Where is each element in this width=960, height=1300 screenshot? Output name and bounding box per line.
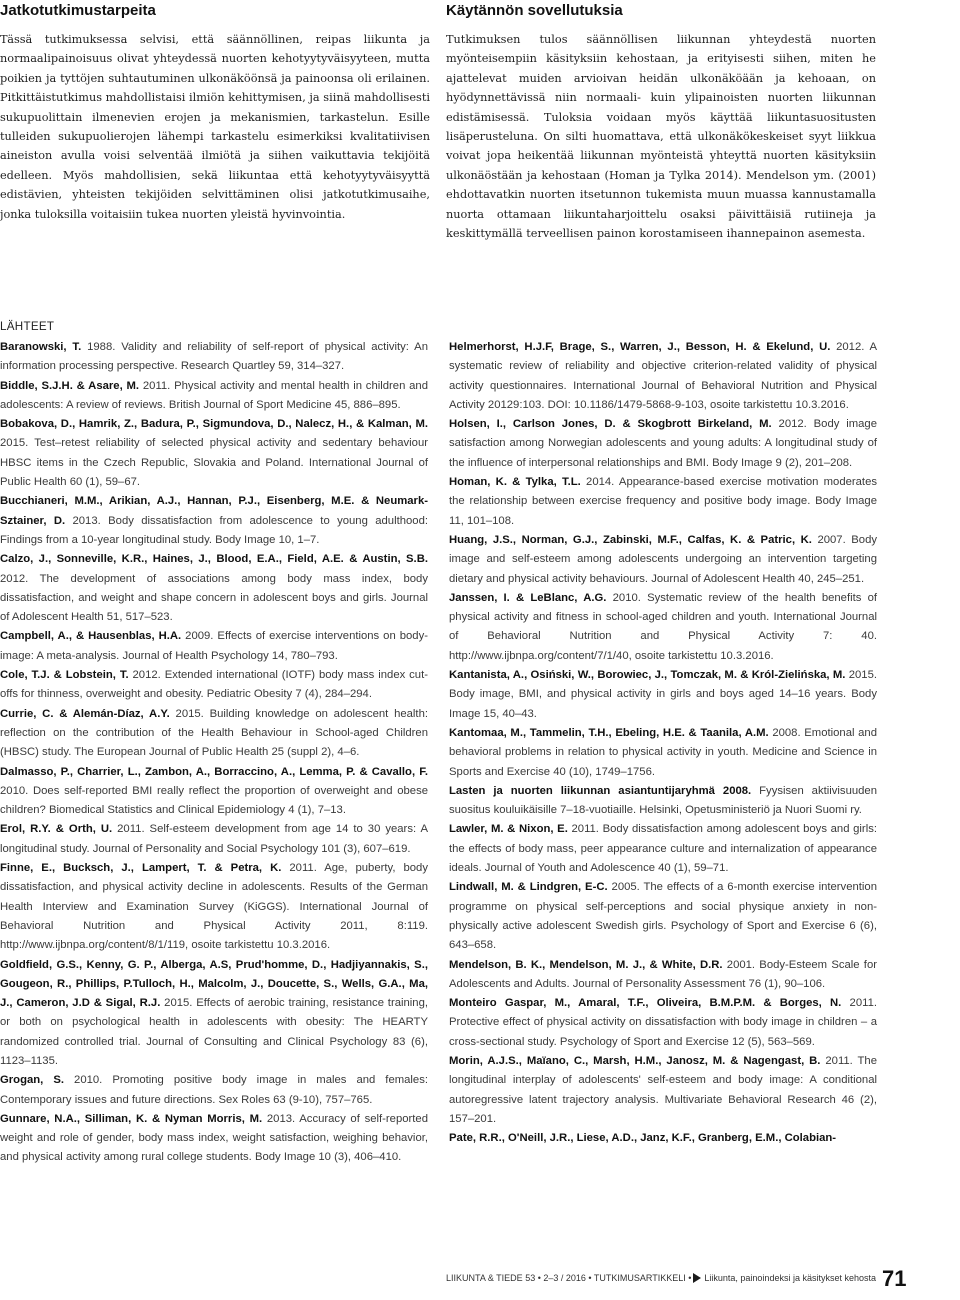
reference-details: 2012. Body image satisfaction among Norwegian adolescents and young adults: A longitudinal study of the influence of interpersonal relationships and BMI. Body Image 9 (2), 201–208.	[449, 418, 877, 469]
reference-details: 2014. Appearance-based exercise motivation moderates the relationship between exercise frequency and positive body image. Body Image 11, 101–108.	[449, 476, 877, 527]
reference-authors: Bobakova, D., Hamrik, Z., Badura, P., Sigmundova, D., Nalecz, H., & Kalman, M.	[0, 418, 428, 431]
reference-authors: Calzo, J., Sonneville, K.R., Haines, J., Blood, E.A., Field, A.E. & Austin, S.B.	[0, 553, 428, 566]
reference-authors: Grogan, S.	[0, 1074, 65, 1087]
section-heading-practical-applications: Käytännön sovellutuksia	[446, 2, 623, 19]
page-number: 71	[882, 1266, 907, 1291]
reference-authors: Cole, T.J. & Lobstein, T.	[0, 669, 129, 682]
reference-entry	[449, 666, 877, 724]
reference-details: 2011. Body dissatisfaction among adolescent boys and girls: the effects of body mass, peer appearance culture and internalization of appearance ideals. Journal of Youth and Adolescence 40 (1), 59–71.	[449, 823, 877, 875]
footer-article-title: Liikunta, painoindeksi ja käsitykset kehosta	[704, 1273, 876, 1283]
reference-details: 2008. Emotional and behavioral problems in relation to physical activity in youth. Medicine and Science in Sports and Exercise 40 (10), 1749–1756.	[449, 726, 877, 778]
reference-entry	[449, 820, 877, 878]
reference-details: 2015. Test–retest reliability of selected physical activity and sedentary behaviour HBSC items in the Czech Republic, Slovakia and Poland. International Journal of Public Health 60 (1), 59–67.	[0, 437, 428, 489]
reference-entry	[0, 666, 428, 705]
reference-entry	[449, 724, 877, 782]
reference-entry	[0, 627, 428, 666]
reference-entry	[449, 782, 877, 821]
reference-details: 2012. Extended international (IOTF) body mass index cut-offs for thinness, overweight and obesity. Pediatric Obesity 7 (4), 284–294.	[0, 669, 428, 701]
reference-details: 2011. Physical activity and mental health in children and adolescents: A review of reviews. British Journal of Sport Medicine 45, 886–895.	[0, 379, 429, 411]
reference-details: 2012. The development of associations among body mass index, body dissatisfaction, and weight and shape concern in adolescent boys and girls. Journal of Adolescent Health 51, 517–523.	[0, 572, 428, 624]
reference-entry	[0, 415, 428, 492]
reference-details: 2007. Body image and self-esteem among adolescents undergoing an intervention targeting dietary and physical activity behaviours. Journal of Adolescent Health 40, 245–251.	[449, 533, 878, 585]
reference-authors: Monteiro Gaspar, M., Amaral, T.F., Oliveira, B.M.P.M. & Borges, N.	[449, 997, 842, 1010]
reference-authors: Mendelson, B. K., Mendelson, M. J., & White, D.R.	[449, 958, 723, 971]
reference-entry	[449, 994, 877, 1052]
prose-practical-applications	[446, 30, 876, 243]
references-right-column	[449, 338, 877, 1148]
reference-details: 2011. Self-esteem development from age 14 to 30 years: A longitudinal study. Journal of Personality and Social Psychology 101 (3), 607–619.	[0, 823, 428, 855]
paragraph: Tässä tutkimuksessa selvisi, että säännöllinen, reipas liikunta ja normaalipainoisuus olivat yhteydessä nuorten kehotyytyväisyyteen, mutta poikien ja tyttöjen suhtautuminen ulkonäköönsä ja painoonsa oli erilainen. Pitkittäistutkimus mahdollistaisi ilmiön kehittymisen, ja siinä mahdollisesti sukupuolittain ilmenevien erojen ja mekanismien, tarkastelun. Esille tulleiden sukupuolierojen lähempi tarkastelu esimerkiksi kvalitatiivisen aineiston avulla voisi selventää ilmiötä ja siihen vaikuttavia tekijöitä edelleen. Myös mahdollisien, sekä liikuntaa että kehotyytyväisyyttä edistävien, yhteisten tekijöiden selvittäminen olisi jatkotutkimusaihe, jonka tuloksilla voitaisiin tukea nuorten yleistä hyvinvointia.	[0, 33, 430, 221]
reference-entry	[449, 589, 877, 666]
reference-entry	[0, 1110, 428, 1168]
prose-further-research	[0, 30, 430, 224]
reference-entry	[0, 492, 428, 550]
reference-authors: Kantomaa, M., Tammelin, T.H., Ebeling, H.E. & Taanila, A.M.	[449, 726, 769, 739]
reference-details: 2013. Body dissatisfaction from adolescence to young adulthood: Findings from a 10-year longitudinal study. Body Image 10, 1–7.	[0, 514, 428, 546]
reference-entry	[0, 956, 428, 1072]
reference-authors: Bucchianeri, M.M., Arikian, A.J., Hannan, P.J., Eisenberg, M.E. & Neumark-Sztainer, D.	[0, 495, 428, 527]
reference-entry	[449, 338, 877, 415]
reference-authors: Janssen, I. & LeBlanc, A.G.	[449, 591, 607, 604]
reference-details: 2010. Systematic review of the health benefits of physical activity and fitness in school-aged children and youth. International Journal of Behavioral Nutrition and Physical Activity 7: 40. http://www.ijbnpa.org/content/7/1/40, osoite tarkistettu 10.3.2016.	[449, 591, 877, 662]
reference-authors: Pate, R.R., O'Neill, J.R., Liese, A.D., Janz, K.F., Granberg, E.M., Colabian-	[449, 1132, 837, 1145]
reference-details: 2005. The effects of a 6-month exercise intervention programme on physical self-perceptions and social physique anxiety in non-physically active adolescent Swedish girls. Psychology of Sport and Exercise 6 (6), 643–658.	[449, 881, 877, 952]
reference-entry	[0, 820, 428, 859]
reference-authors: Huang, J.S., Norman, G.J., Zabinski, M.F., Calfas, K. & Patric, K.	[449, 533, 812, 546]
reference-entry	[449, 415, 877, 473]
reference-authors: Gunnare, N.A., Silliman, K. & Nyman Morris, M.	[0, 1112, 263, 1125]
left-body-column	[0, 0, 430, 224]
reference-authors: Campbell, A., & Hausenblas, H.A.	[0, 630, 182, 643]
reference-entry	[0, 859, 428, 955]
reference-authors: Morin, A.J.S., Maïano, C., Marsh, H.M., Janosz, M. & Nagengast, B.	[449, 1054, 821, 1067]
reference-authors: Lasten ja nuorten liikunnan asiantuntijaryhmä 2008.	[449, 784, 752, 797]
references-label: LÄHTEET	[0, 320, 55, 333]
reference-details: 2011. The longitudinal interplay of adolescents' self-esteem and body image: A conditional autoregressive latent trajectory analysis. Multivariate Behavioral Research 46 (2), 157–201.	[449, 1054, 877, 1125]
reference-entry	[449, 1052, 877, 1129]
reference-entry	[449, 1129, 877, 1148]
reference-authors: Homan, K. & Tylka, T.L.	[449, 476, 581, 489]
reference-entry	[449, 956, 877, 995]
arrow-marker-icon	[693, 1273, 701, 1283]
paragraph: Tutkimuksen tulos säännöllisen liikunnan yhteydestä nuorten myönteisempiin käsityksiin kehostaan, ja erityisesti siihen, miten he ajattelevat muiden arvioivan heidän ulkonäköään ja kehoaan, on hyödynnettävissä niin normaali- kuin ylipainoisten nuorten liikunnan edistämisessä. Tuloksia voidaan myös käyttää liikuntasuositusten lisäperusteluna. On silti huomattava, että ulkonäkökeskeiset syyt liikkua voivat jopa heikentää liikunnan myönteistä yhteyttä nuorten käsityksiin ulkonäöstään ja kehostaan (Homan ja Tylka 2014). Mendelson ym. (2001) ehdottavatkin nuorten itsetunnon tukemista muun muassa kannustamalla nuorta ottamaan liikuntaharjoittelu osaksi päivittäisiä rutiineja ja keskittymällä terveellisen painon korostamiseen ihannepainon asemesta.	[446, 33, 876, 241]
reference-details: 2011. Protective effect of physical activity on dissatisfaction with body image in children – a cross-sectional study. Psychology of Sport and Exercise 12 (5), 563–569.	[449, 997, 877, 1048]
reference-details: 2010. Does self-reported BMI really reflect the proportion of overweight and obese children? Biomedical Statistics and Clinical Epidemiology 4 (1), 7–13.	[0, 784, 428, 817]
reference-authors: Erol, R.Y. & Orth, U.	[0, 823, 113, 836]
reference-entry	[449, 473, 877, 531]
reference-details: 2015. Building knowledge on adolescent health: reflection on the contribution of the Health Behaviour in School-aged Children (HBSC) study. The European Journal of Public Health 25 (suppl 2), 4–6.	[0, 707, 428, 759]
page-footer	[446, 1273, 876, 1283]
reference-entry	[0, 705, 428, 763]
reference-authors: Kantanista, A., Osiński, W., Borowiec, J., Tomczak, M. & Król-Zielińska, M.	[449, 669, 846, 682]
reference-entry	[449, 878, 877, 955]
reference-authors: Lindwall, M. & Lindgren, E-C.	[449, 881, 608, 894]
reference-authors: Dalmasso, P., Charrier, L., Zambon, A., Borraccino, A., Lemma, P. & Cavallo, F.	[0, 765, 428, 778]
reference-details: 1988. Validity and reliability of self-report of physical activity: An information processing perspective. Research Quartley 59, 314–327.	[0, 341, 428, 373]
reference-details: 2012. A systematic review of reliability and objective criterion-related validity of physical activity questionnaires. International Journal of Behavioral Nutrition and Physical Activity 20129:103. DOI: 10.1186/1479-5868-9-103, osoite tarkistettu 10.3.2016.	[449, 341, 878, 411]
reference-details: 2015. Body image, BMI, and physical activity in girls and boys aged 14–16 years. Body Image 15, 40–43.	[449, 669, 877, 720]
reference-details: 2015. Effects of aerobic training, resistance training, or both on psychological health in adolescents with obesity: The HEARTY randomized controlled trial. Journal of Consulting and Clinical Psychology 83 (6), 1123–1135.	[0, 997, 428, 1067]
reference-details: 2010. Promoting positive body image in males and females: Contemporary issues and future directions. Sex Roles 63 (9-10), 757–765.	[0, 1074, 429, 1106]
reference-details: 2013. Accuracy of self-reported weight and role of gender, body mass index, weight satisfaction, weighing behavior, and physical activity among rural college students. Body Image 10 (3), 406–410.	[0, 1112, 428, 1164]
reference-authors: Lawler, M. & Nixon, E.	[449, 823, 568, 836]
reference-authors: Goldfield, G.S., Kenny, G. P., Alberga, A.S, Prud'homme, D., Hadjiyannakis, S., Gougeon, R., Phillips, P.Tulloch, H., Malcolm, J., Doucette, S., Wells, G.A., Ma, J., Cameron, J.D & Sigal, R.J.	[0, 958, 428, 1010]
reference-authors: Biddle, S.J.H. & Asare, M.	[0, 379, 140, 392]
reference-entry	[0, 550, 428, 627]
reference-entry	[449, 531, 877, 589]
section-heading-further-research: Jatkotutkimustarpeita	[0, 2, 156, 19]
reference-entry	[0, 1071, 428, 1110]
reference-authors: Helmerhorst, H.J.F, Brage, S., Warren, J., Besson, H. & Ekelund, U.	[449, 341, 831, 353]
reference-authors: Holsen, I., Carlson Jones, D. & Skogbrott Birkeland, M.	[449, 418, 772, 431]
reference-authors: Baranowski, T.	[0, 341, 82, 353]
reference-details: 2009. Effects of exercise interventions on body-image: A meta-analysis. Journal of Health Psychology 14, 780–793.	[0, 630, 428, 662]
references-left-column	[0, 338, 428, 1168]
reference-entry	[0, 763, 428, 821]
footer-journal: LIIKUNTA & TIEDE 53 • 2–3 / 2016 • TUTKIMUSARTIKKELI •	[446, 1273, 692, 1283]
reference-entry	[0, 377, 428, 416]
reference-authors: Currie, C. & Alemán-Díaz, A.Y.	[0, 707, 170, 720]
reference-details: 2011. Age, puberty, body dissatisfaction, and physical activity decline in adolescents. Results of the German Health Interview and Examination Survey (KiGGS). International Journal of Behavioral Nutrition and Physical Activity 2011, 8:119. http://www.ijbnpa.org/content/8/1/119, osoite tarkistettu 10.3.2016.	[0, 862, 428, 952]
right-body-column	[446, 0, 876, 243]
reference-details: Fyysisen aktiivisuuden suositus kouluikäisille 7–18-vuotiaille. Helsinki, Opetusministeriö ja Nuori Suomi ry.	[449, 784, 877, 817]
reference-details: 2001. Body-Esteem Scale for Adolescents and Adults. Journal of Personality Assessment 76 (1), 90–106.	[449, 958, 877, 990]
reference-authors: Finne, E., Bucksch, J., Lampert, T. & Petra, K.	[0, 862, 282, 875]
reference-entry	[0, 338, 428, 377]
